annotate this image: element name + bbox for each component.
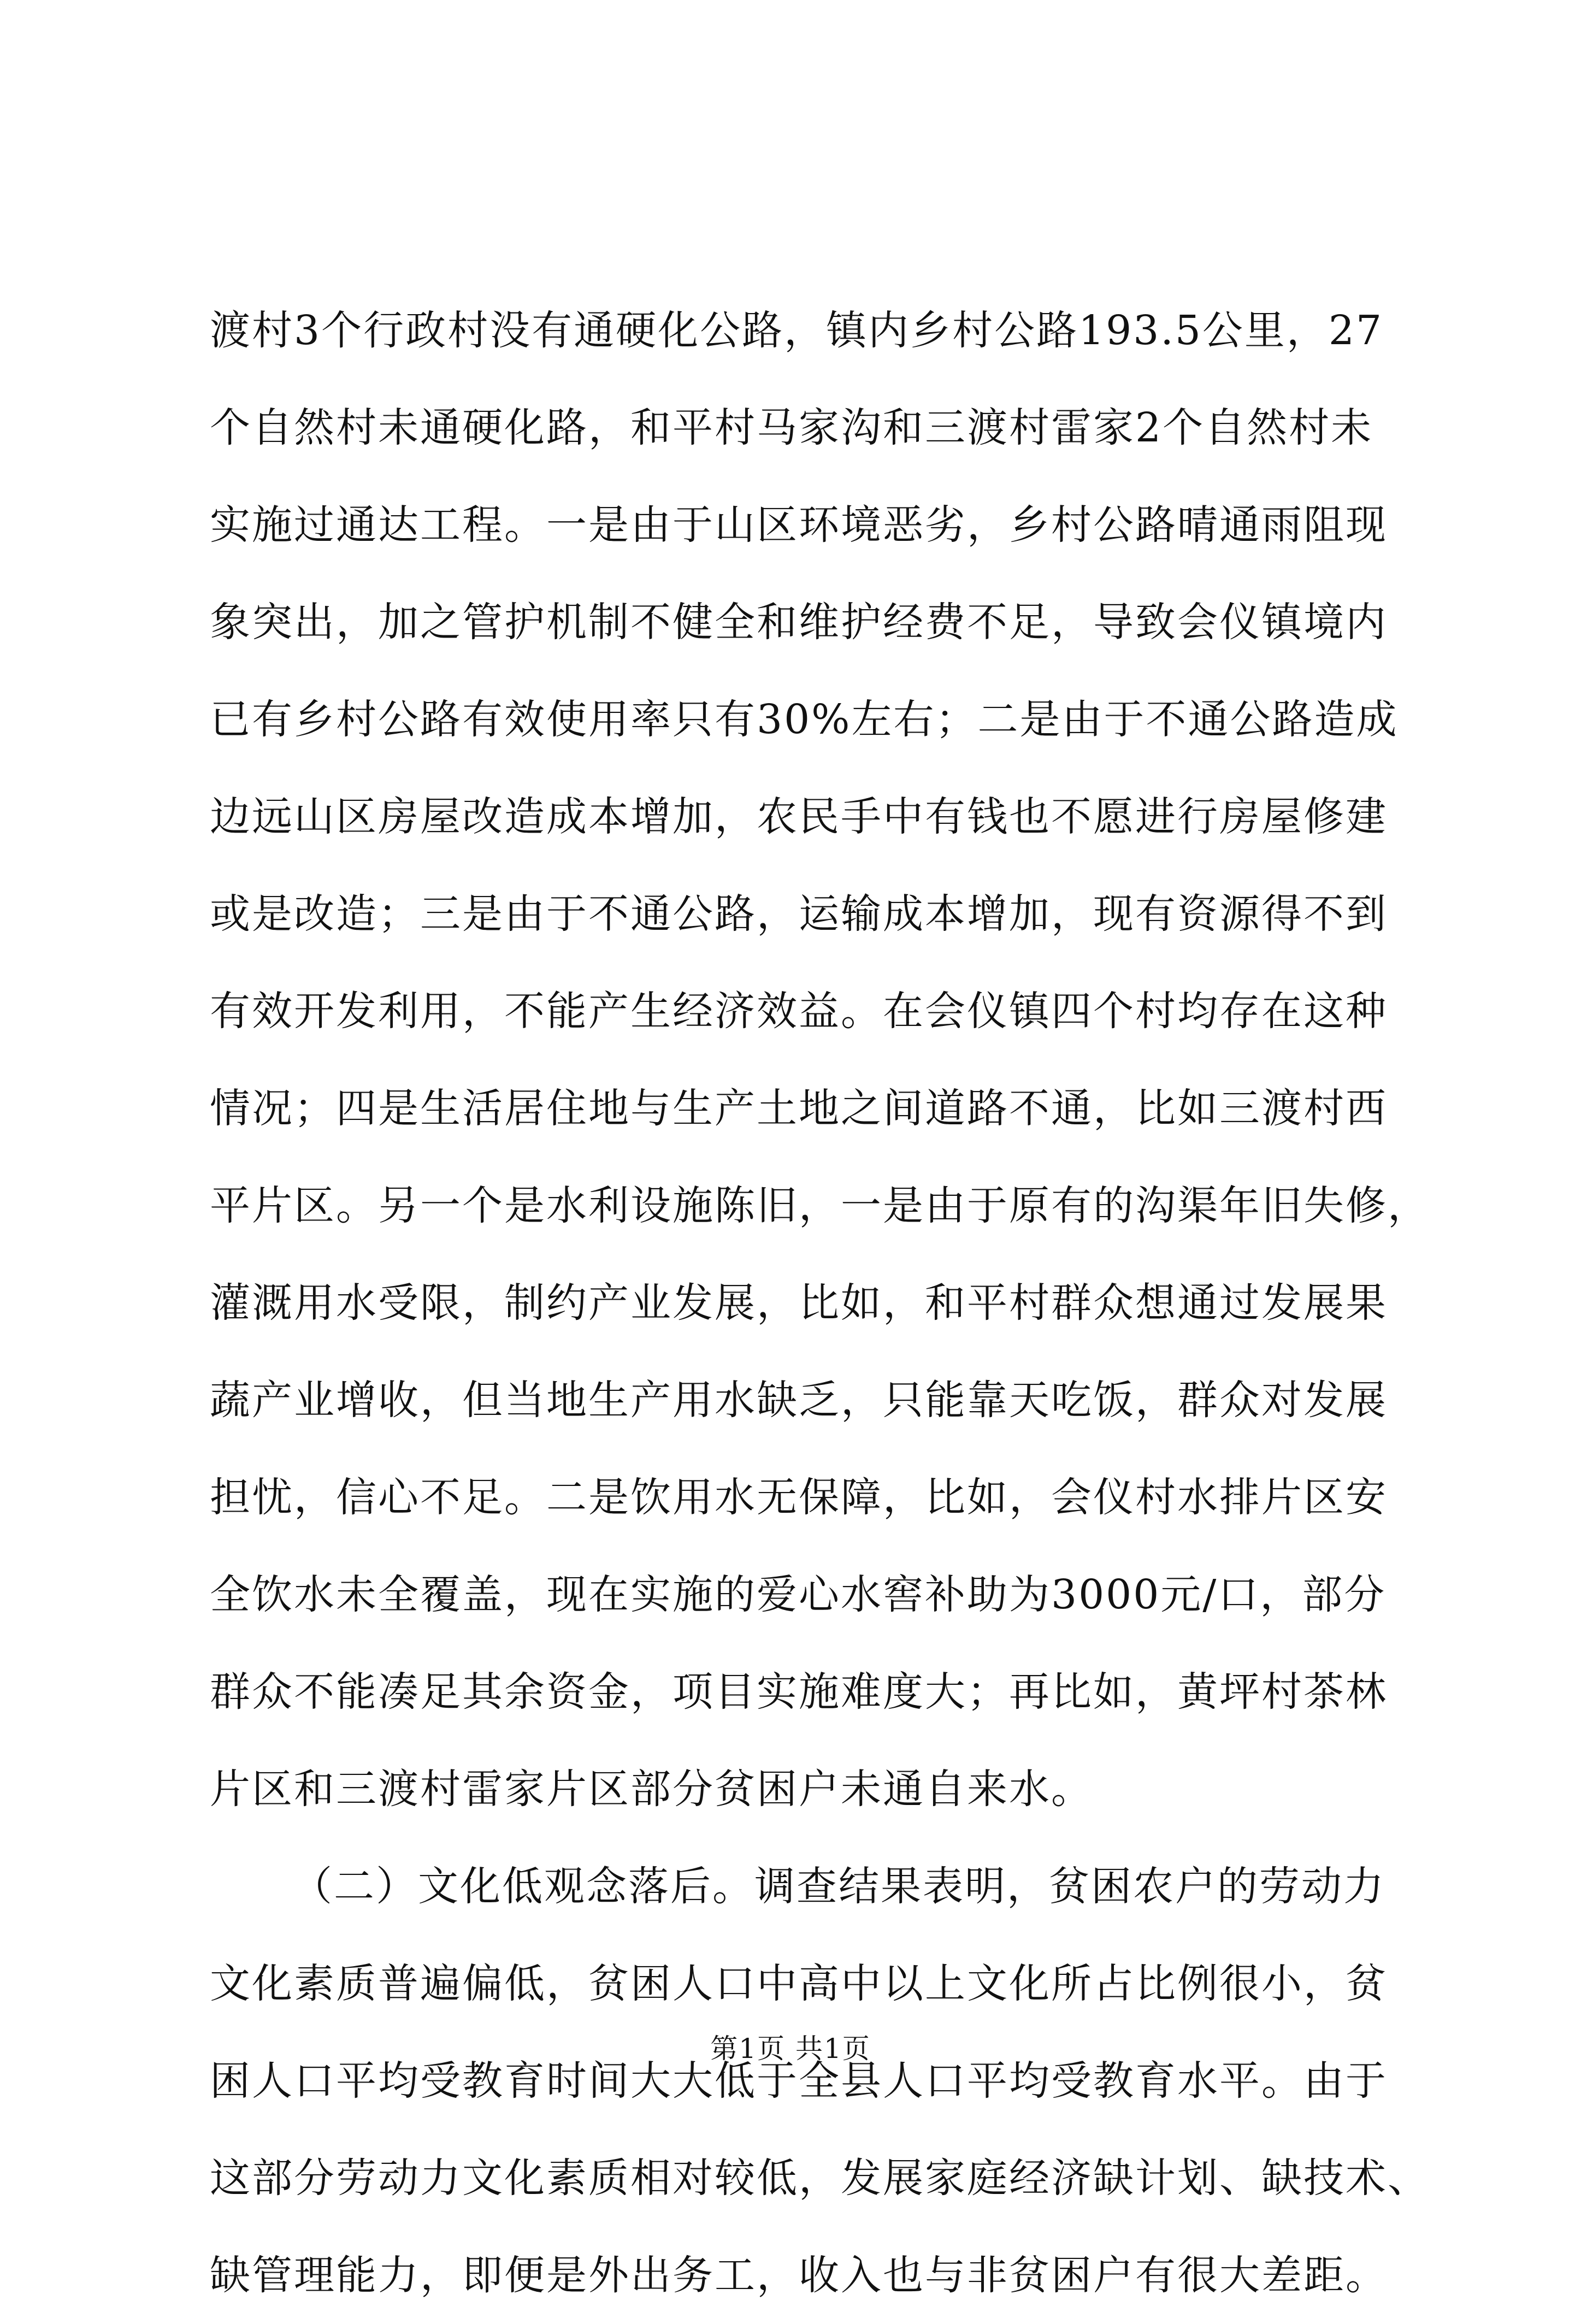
paragraph-1-line-12: 蔬产业增收，但当地生产用水缺乏，只能靠天吃饭，群众对发展 [210, 1377, 1388, 1424]
paragraph-1-line-7: 或是改造；三是由于不通公路，运输成本增加，现有资源得不到 [210, 890, 1388, 937]
paragraph-1-line-11: 灌溉用水受限，制约产业发展，比如，和平村群众想通过发展果 [210, 1279, 1388, 1326]
paragraph-1-line-10: 平片区。另一个是水利设施陈旧，一是由于原有的沟渠年旧失修， [210, 1182, 1430, 1229]
page-footer [0, 2030, 1581, 2068]
paragraph-1-line-13: 担忧，信心不足。二是饮用水无保障，比如，会仪村水排片区安 [210, 1474, 1388, 1521]
page-number-label: 第1页 共1页 [710, 2033, 871, 2065]
paragraph-2-line-1: （二）文化低观念落后。调查结果表明，贫困农户的劳动力 [292, 1863, 1385, 1910]
paragraph-2-line-2: 文化素质普遍偏低，贫困人口中高中以上文化所占比例很小，贫 [210, 1960, 1388, 2007]
paragraph-1-line-2: 个自然村未通硬化路，和平村马家沟和三渡村雷家2个自然村未 [210, 404, 1373, 451]
paragraph-1-line-6: 边远山区房屋改造成本增加，农民手中有钱也不愿进行房屋修建 [210, 793, 1388, 840]
paragraph-1-line-14: 全饮水未全覆盖，现在实施的爱心水窖补助为3000元/口，部分 [210, 1571, 1387, 1618]
paragraph-1-line-5: 已有乡村公路有效使用率只有30%左右；二是由于不通公路造成 [210, 696, 1399, 743]
paragraph-1-line-15: 群众不能凑足其余资金，项目实施难度大；再比如，黄坪村茶林 [210, 1668, 1388, 1715]
paragraph-2-line-5: 缺管理能力，即便是外出务工，收入也与非贫困户有很大差距。 [210, 2252, 1388, 2299]
paragraph-1-line-1: 渡村3个行政村没有通硬化公路，镇内乡村公路193.5公里，27 [210, 307, 1384, 354]
paragraph-2-line-4: 这部分劳动力文化素质相对较低，发展家庭经济缺计划、缺技术、 [210, 2155, 1430, 2202]
body-text [210, 282, 1430, 2324]
paragraph-1-line-4: 象突出，加之管护机制不健全和维护经费不足，导致会仪镇境内 [210, 599, 1388, 646]
paragraph-1-line-9: 情况；四是生活居住地与生产土地之间道路不通，比如三渡村西 [210, 1085, 1388, 1132]
paragraph-1-line-3: 实施过通达工程。一是由于山区环境恶劣，乡村公路晴通雨阻现 [210, 502, 1388, 548]
paragraph-1-line-16: 片区和三渡村雷家片区部分贫困户未通自来水。 [210, 1766, 1093, 1813]
paragraph-2-line-3: 困人口平均受教育时间大大低于全县人口平均受教育水平。由于 [210, 2057, 1388, 2104]
paragraph-1-line-8: 有效开发利用，不能产生经济效益。在会仪镇四个村均存在这种 [210, 988, 1388, 1035]
